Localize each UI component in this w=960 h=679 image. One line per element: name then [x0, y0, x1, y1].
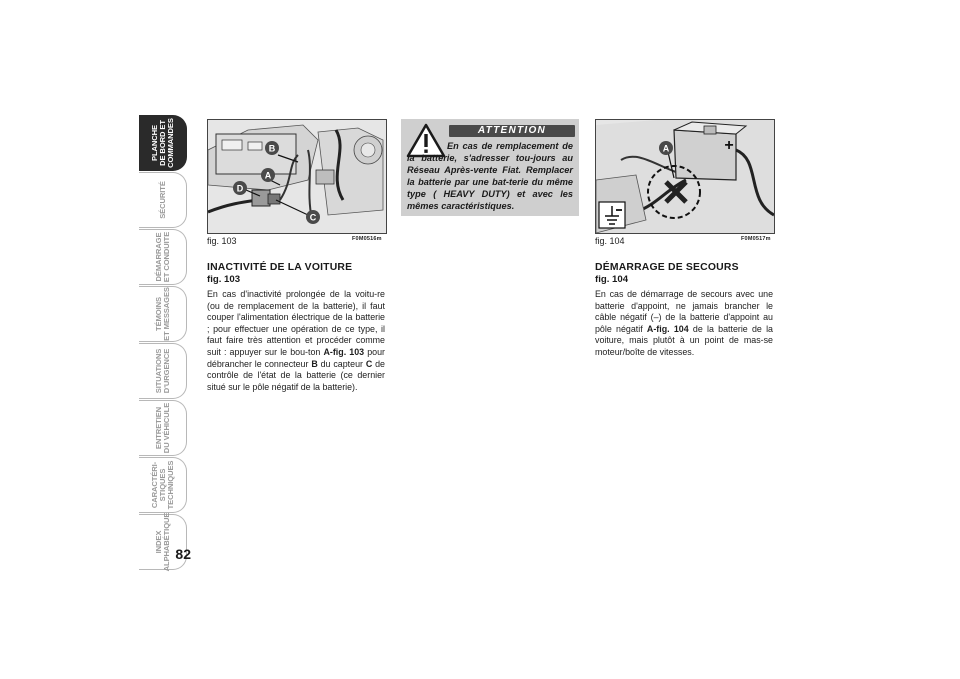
figure-103-battery-connector — [207, 119, 387, 234]
figure-103-caption: fig. 103 — [207, 236, 237, 246]
tab-label: INDEX ALPHABÉTIQUE — [153, 512, 171, 572]
section-demarrage-secours — [595, 262, 773, 359]
body-paragraph: En cas de démarrage de secours avec une batterie d'appoint, ne jamais brancher le câble négatif (–) de la batterie d'appoint au pôle négatif A-fig. 104 de la batterie de la voiture, mais plutôt à un point de mas-se moteur/boîte de vitesses. — [595, 289, 773, 357]
tab-planche-de-bord[interactable] — [139, 115, 187, 171]
figure-104-caption: fig. 104 — [595, 236, 625, 246]
attention-text: En cas de remplacement de la batterie, s'adresser tou-jours au Réseau Après-vente Fiat. Remplacer la batterie par une bat-terie du même type ( HEAVY DUTY) et avec les mêmes caractéristiques. — [407, 141, 573, 211]
body-paragraph: En cas d'inactivité prolongée de la voitu-re (ou de remplacement de la batterie), il faut couper l'alimentation électrique de la batterie ; pour effectuer une opération de ce type, il faut faire très attention et procéder comme suit : appuyer sur le bou-ton A-fig. 103 pour débrancher le connecteur B du capteur C de contrôle de l'état de la batterie (ce dernier situé sur le pôle négatif de la batterie). — [207, 289, 386, 392]
tab-label: PLANCHE DE BORD ET COMMANDES — [149, 118, 175, 168]
svg-text:+: + — [724, 137, 734, 154]
figure-103-code: F0M0516m — [352, 236, 382, 242]
tab-label: CARACTÉRI- STIQUES TECHNIQUES — [149, 460, 175, 510]
tab-demarrage[interactable] — [139, 229, 187, 285]
battery-illustration-icon — [208, 120, 386, 233]
tab-temoins[interactable] — [139, 286, 187, 342]
figure-label-a: A — [264, 170, 272, 181]
figure-label-b: B — [268, 143, 276, 154]
tab-label: DÉMARRAGE ET CONDUITE — [153, 231, 171, 283]
reference-c: C — [365, 358, 373, 369]
reference-a: A-fig. 104 — [646, 323, 689, 334]
reference-a: A-fig. 103 — [323, 346, 365, 357]
figure-label-a: A — [662, 143, 670, 154]
figure-label-d: D — [236, 183, 244, 194]
jump-start-illustration-icon — [596, 120, 774, 233]
page-number: 82 — [175, 546, 191, 562]
tab-label: SITUATIONS D'URGENCE — [153, 348, 171, 394]
section-title: DÉMARRAGE DE SECOURS — [595, 262, 739, 273]
attention-banner: ATTENTION — [449, 125, 575, 137]
tab-securite[interactable] — [139, 172, 187, 228]
figure-reference: fig. 104 — [595, 274, 629, 285]
tab-situations-urgence[interactable] — [139, 343, 187, 399]
tab-label: TÉMOINS ET MESSAGES — [153, 287, 171, 341]
figure-label-c: C — [309, 212, 317, 223]
tab-caracteristiques[interactable] — [139, 457, 187, 513]
reference-b: B — [311, 358, 318, 369]
section-inactivite — [207, 262, 385, 393]
figure-104-jump-start — [595, 119, 775, 234]
tab-label: ENTRETIEN DU VÉHICULE — [153, 402, 171, 454]
figure-104-code: F0M0517m — [741, 236, 771, 242]
tab-entretien[interactable] — [139, 400, 187, 456]
tab-label: SÉCURITÉ — [157, 181, 167, 219]
section-title: INACTIVITÉ DE LA VOITURE — [207, 262, 353, 273]
attention-box — [401, 119, 579, 216]
figure-reference: fig. 103 — [207, 274, 241, 285]
